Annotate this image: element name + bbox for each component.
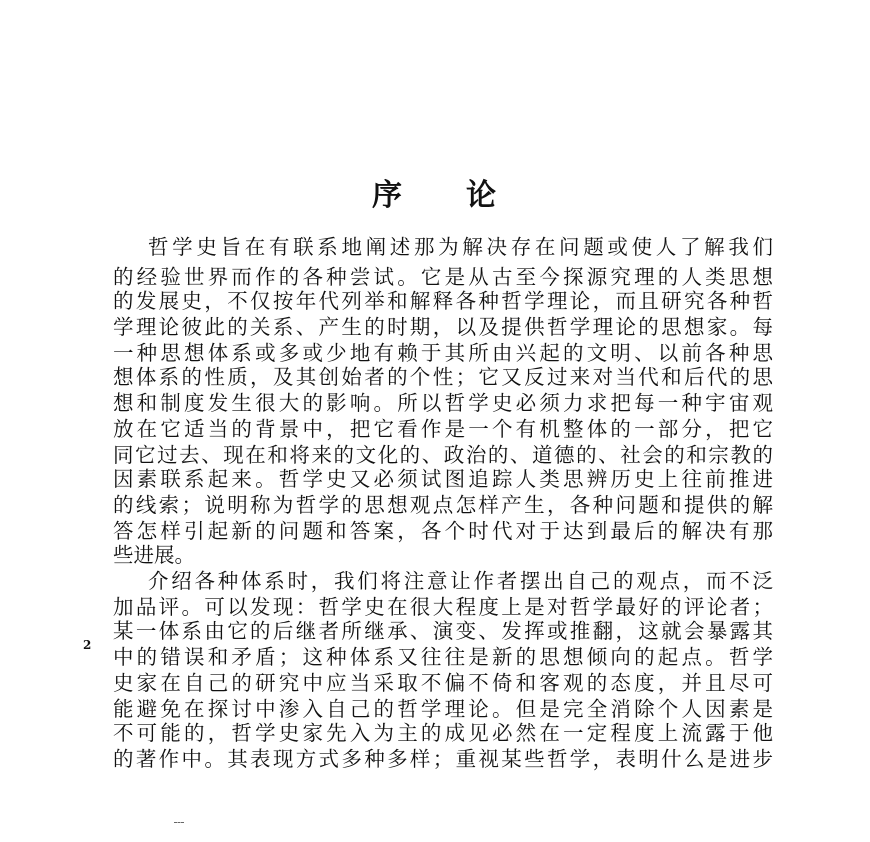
chapter-title <box>0 170 870 214</box>
paragraph-line: 放在它适当的背景中，把它看作是一个有机整体的一部分，把它 <box>113 417 773 441</box>
paragraph-line: 史家在自己的研究中应当采取不偏不倚和客观的态度，并且尽可 <box>113 671 773 695</box>
paragraph-line: 能避免在探讨中渗入自己的哲学理论。但是完全消除个人因素是 <box>113 697 773 721</box>
paragraph-line: 的发展史，不仅按年代列举和解释各种哲学理论，而且研究各种哲 <box>113 289 773 313</box>
paragraph-line: 某一体系由它的后继者所继承、演变、发挥或推翻，这就会暴露其 <box>113 619 773 643</box>
paragraph-line: 中的错误和矛盾；这种体系又往往是新的思想倾向的起点。哲学 <box>113 645 773 669</box>
paragraph-line: 加品评。可以发现：哲学史在很大程度上是对哲学最好的评论者； <box>113 595 773 619</box>
paragraph-line: 想体系的性质，及其创始者的个性；它又反过来对当代和后代的思 <box>113 365 773 389</box>
paragraph-line: 不可能的，哲学史家先入为主的成见必然在一定程度上流露于他 <box>113 721 773 745</box>
paragraph-line: 哲学史旨在有联系地阐述那为解决存在问题或使人了解我们 <box>148 235 773 259</box>
paragraph-line: 想和制度发生很大的影响。所以哲学史必须力求把每一种宇宙观 <box>113 391 773 415</box>
paragraph-line: 一种思想体系或多或少地有赖于其所由兴起的文明、以前各种思 <box>113 341 773 365</box>
paragraph-line: 答怎样引起新的问题和答案，各个时代对于达到最后的解决有那 <box>113 519 773 543</box>
paragraph-line: 的经验世界而作的各种尝试。它是从古至今探源究理的人类思想 <box>113 265 773 289</box>
chapter-title-part1: 序 <box>372 178 404 213</box>
paragraph-line: 些进展。 <box>113 543 195 567</box>
paragraph-line: 介绍各种体系时，我们将注意让作者摆出自己的观点，而不泛 <box>148 569 773 593</box>
paragraph-line: 因素联系起来。哲学史又必须试图追踪人类思辨历史上往前推进 <box>113 467 773 491</box>
footer-mark <box>174 822 184 824</box>
paragraph-line: 的线索；说明称为哲学的思想观点怎样产生，各种问题和提供的解 <box>113 493 773 517</box>
page-number: 2 <box>83 638 92 652</box>
paragraph-line: 学理论彼此的关系、产生的时期，以及提供哲学理论的思想家。每 <box>113 315 773 339</box>
paragraph-line: 同它过去、现在和将来的文化的、政治的、道德的、社会的和宗教的 <box>113 443 773 467</box>
paragraph-line: 的著作中。其表现方式多种多样；重视某些哲学，表明什么是进步 <box>113 747 773 771</box>
chapter-title-part2: 论 <box>466 178 498 213</box>
